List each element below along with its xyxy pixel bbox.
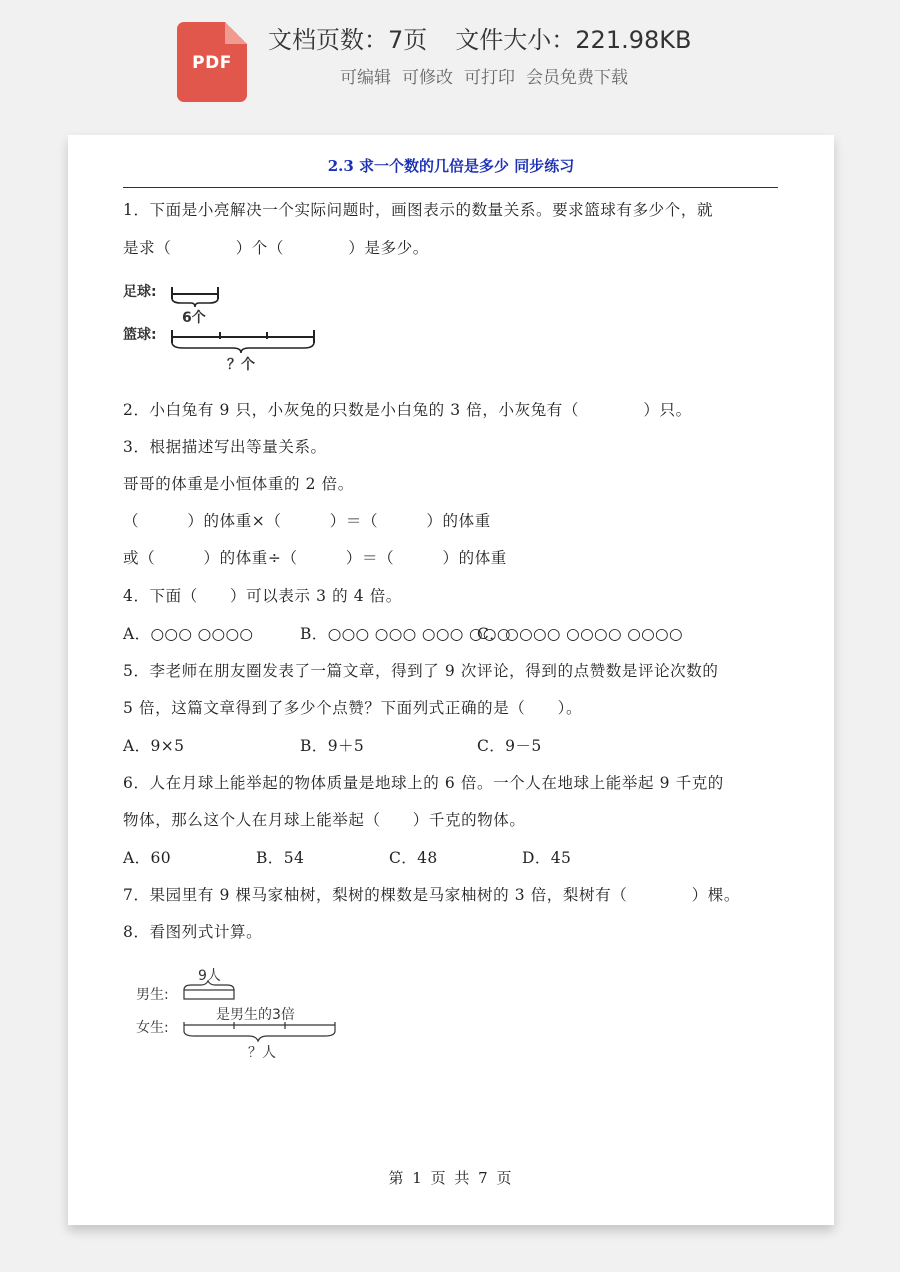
question-8: 8．看图列式计算。 xyxy=(123,923,263,941)
question-3-equation-1: （ ）的体重×（ ）＝（ ）的体重 xyxy=(123,512,491,530)
question-6-option-c: C．48 xyxy=(389,849,438,867)
boys-bar xyxy=(184,990,234,999)
page-count: 文档页数：7页 xyxy=(268,26,428,54)
boys-label: 男生: xyxy=(136,987,169,1003)
boys-count: 9人 xyxy=(198,968,221,984)
action-member-download[interactable]: 会员免费下载 xyxy=(526,68,628,88)
girls-relation-label: 是男生的3倍 xyxy=(216,1007,295,1023)
question-6-option-a: A．60 xyxy=(123,849,172,867)
boys-girls-diagram xyxy=(136,965,366,1065)
question-5-option-a: A．9×5 xyxy=(123,737,185,755)
pdf-file-icon xyxy=(177,22,247,102)
question-3: 3．根据描述写出等量关系。 xyxy=(123,438,327,456)
football-brace xyxy=(172,299,218,307)
question-2: 2．小白兔有 9 只，小灰兔的只数是小白兔的 3 倍，小灰兔有（ ）只。 xyxy=(123,401,692,419)
question-1-line-2: 是求（ ）个（ ）是多少。 xyxy=(123,239,429,257)
question-5-option-b: B．9＋5 xyxy=(300,737,365,755)
page-footer: 第 1 页 共 7 页 xyxy=(388,1169,514,1187)
pdf-badge-label: PDF xyxy=(192,53,232,73)
action-editable: 可编辑 xyxy=(340,68,391,88)
basketball-brace xyxy=(172,343,314,353)
football-basketball-diagram xyxy=(123,277,329,375)
action-printable: 可打印 xyxy=(464,68,515,88)
question-7: 7．果园里有 9 棵马家柚树，梨树的棵数是马家柚树的 3 倍，梨树有（ ）棵。 xyxy=(123,886,740,904)
football-label: 足球: xyxy=(123,284,157,300)
girls-label: 女生: xyxy=(136,1020,169,1036)
document-page xyxy=(68,135,834,1225)
page-fold-corner xyxy=(225,22,247,44)
basketball-count: ？个 xyxy=(227,357,255,373)
girls-bottom-brace xyxy=(184,1031,335,1041)
football-count: 6个 xyxy=(182,310,206,326)
basketball-label: 篮球: xyxy=(123,327,157,343)
question-6-line-1: 6．人在月球上能举起的物体质量是地球上的 6 倍。一个人在地球上能举起 9 千克的 xyxy=(123,774,724,792)
question-4-option-a: A．○○○ ○○○○ xyxy=(123,625,254,643)
question-5-option-c: C．9－5 xyxy=(477,737,542,755)
question-5-line-2: 5 倍，这篇文章得到了多少个点赞？下面列式正确的是（ ）。 xyxy=(123,699,583,717)
question-3-description: 哥哥的体重是小恒体重的 2 倍。 xyxy=(123,475,354,493)
question-3-equation-2: 或（ ）的体重÷（ ）＝（ ）的体重 xyxy=(123,549,507,567)
question-6-option-d: D．45 xyxy=(522,849,572,867)
girls-count: ？人 xyxy=(248,1045,276,1061)
question-6-line-2: 物体，那么这个人在月球上能举起（ ）千克的物体。 xyxy=(123,811,526,829)
question-4-option-c: C．○○○○ ○○○○ ○○○○ xyxy=(477,625,683,643)
file-actions xyxy=(340,64,639,92)
file-info xyxy=(268,20,691,60)
question-6-option-b: B．54 xyxy=(256,849,305,867)
question-1-line-1: 1．下面是小亮解决一个实际问题时，画图表示的数量关系。要求篮球有多少个，就 xyxy=(123,201,714,219)
document-title: 2.3 求一个数的几倍是多少 同步练习 xyxy=(327,157,575,175)
question-5-line-1: 5．李老师在朋友圈发表了一篇文章，得到了 9 次评论，得到的点赞数是评论次数的 xyxy=(123,662,719,680)
question-4: 4．下面（ ）可以表示 3 的 4 倍。 xyxy=(123,587,402,605)
file-size: 文件大小：221.98KB xyxy=(455,26,692,54)
question-4-option-b: B．○○○ ○○○ ○○○ ○○○ xyxy=(300,625,511,643)
action-modifiable: 可修改 xyxy=(402,68,453,88)
boys-top-brace xyxy=(184,981,234,990)
title-divider xyxy=(123,187,778,188)
file-header xyxy=(0,0,900,125)
